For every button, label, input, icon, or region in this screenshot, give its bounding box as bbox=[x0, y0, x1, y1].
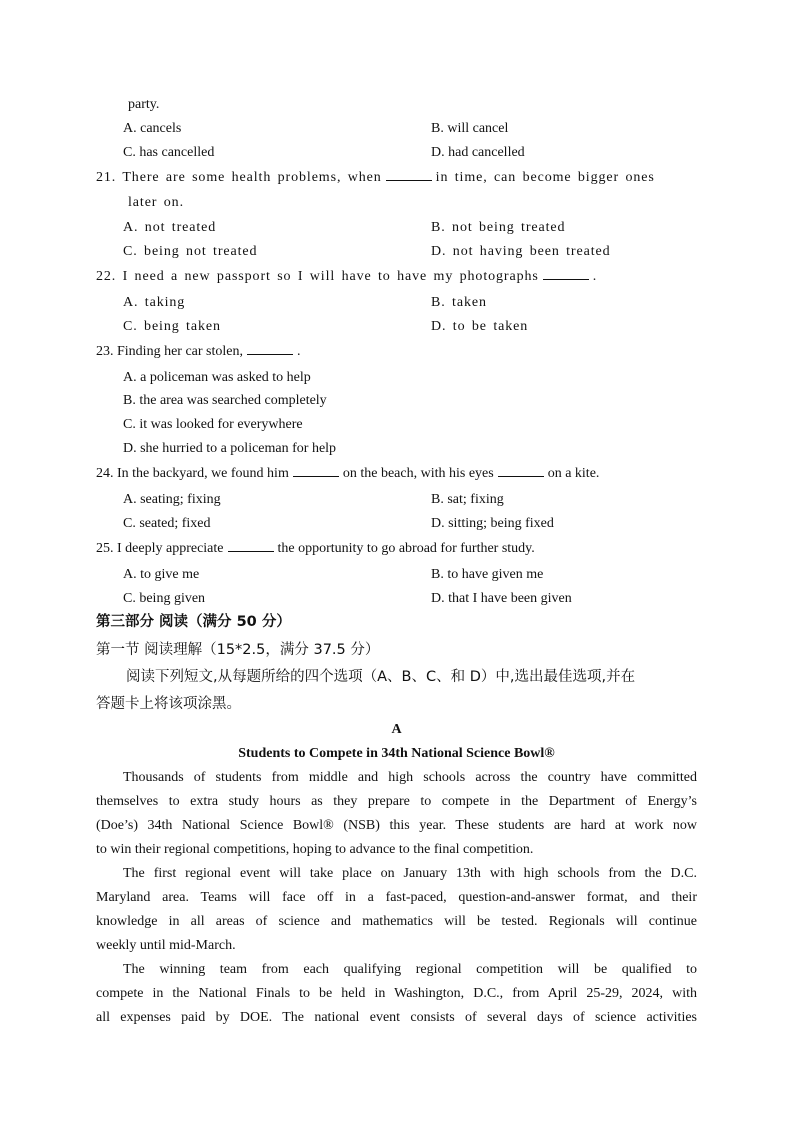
q20-option-a: A. cancels bbox=[123, 121, 182, 136]
q23-option-a: A. a policeman was asked to help bbox=[123, 370, 311, 385]
q24-stem-part-1: 24. In the backyard, we found him bbox=[96, 466, 289, 481]
q22-option-b: B. taken bbox=[431, 295, 487, 310]
q24-stem bbox=[96, 464, 599, 484]
q24-option-a: A. seating; fixing bbox=[123, 492, 221, 507]
q24-option-d: D. sitting; being fixed bbox=[431, 516, 554, 531]
q20-option-d: D. had cancelled bbox=[431, 145, 525, 160]
q25-stem-part-1: 25. I deeply appreciate bbox=[96, 541, 224, 556]
q24-stem-part-3: on a kite. bbox=[547, 466, 600, 481]
passage-p2-line-1: The first regional event will take place on January 13th with high schools from the D.C. bbox=[123, 866, 697, 881]
passage-p3-line-1: The winning team from each qualifying regional competition will be qualified to bbox=[123, 962, 697, 977]
q25-option-a: A. to give me bbox=[123, 567, 200, 582]
q22-option-c: C. being taken bbox=[123, 319, 221, 334]
answer-blank bbox=[247, 342, 293, 355]
q21-option-c: C. being not treated bbox=[123, 244, 258, 259]
passage-p3-line-3: all expenses paid by DOE. The national event consists of several days of science activities bbox=[96, 1010, 697, 1025]
q23-option-c: C. it was looked for everywhere bbox=[123, 417, 303, 432]
passage-letter: A bbox=[391, 722, 402, 737]
q22-option-d: D. to be taken bbox=[431, 319, 529, 334]
passage-p2-line-3: knowledge in all areas of science and mathematics will be tested. Regionals will continue bbox=[96, 914, 697, 929]
section-subtitle: 第一节 阅读理解（15*2.5，满分 37.5 分） bbox=[96, 642, 380, 658]
section-instructions-line-2: 答题卡上将该项涂黑。 bbox=[96, 696, 241, 712]
passage-p1-line-3: (Doe’s) 34th National Science Bowl® (NSB) this year. These students are hard at work now bbox=[96, 818, 697, 833]
q22-option-a: A. taking bbox=[123, 295, 186, 310]
q20-option-b: B. will cancel bbox=[431, 121, 509, 136]
q20-stem-continuation: party. bbox=[128, 97, 160, 112]
q23-option-b: B. the area was searched completely bbox=[123, 393, 327, 408]
q25-option-d: D. that I have been given bbox=[431, 591, 572, 606]
q25-stem-part-2: the opportunity to go abroad for further study. bbox=[277, 541, 535, 556]
passage-p2-line-2: Maryland area. Teams will face off in a fast-paced, question-and-answer format, and their bbox=[96, 890, 697, 905]
passage-p1-line-4: to win their regional competitions, hoping to advance to the final competition. bbox=[96, 842, 534, 857]
q21-stem-part-2: in time, can become bigger ones bbox=[435, 170, 655, 185]
answer-blank bbox=[386, 168, 432, 181]
passage-title: Students to Compete in 34th National Science Bowl® bbox=[238, 746, 555, 761]
q25-stem bbox=[96, 539, 535, 559]
q22-stem bbox=[96, 267, 597, 287]
q21-stem-continuation: later on. bbox=[128, 195, 184, 210]
answer-blank bbox=[293, 464, 339, 477]
answer-blank bbox=[543, 267, 589, 280]
q22-stem-text: 22. I need a new passport so I will have to have my photographs bbox=[96, 269, 539, 284]
passage-p3-line-2: compete in the National Finals to be held in Washington, D.C., from April 25-29, 2024, with bbox=[96, 986, 697, 1001]
q21-option-a: A. not treated bbox=[123, 220, 217, 235]
q21-option-d: D. not having been treated bbox=[431, 244, 611, 259]
passage-p1-line-1: Thousands of students from middle and high schools across the country have committed bbox=[123, 770, 697, 785]
q25-option-b: B. to have given me bbox=[431, 567, 544, 582]
q24-option-c: C. seated; fixed bbox=[123, 516, 211, 531]
answer-blank bbox=[498, 464, 544, 477]
q21-stem bbox=[96, 168, 655, 188]
passage-p2-line-4: weekly until mid-March. bbox=[96, 938, 236, 953]
q23-stem-end: . bbox=[296, 344, 301, 359]
q25-option-c: C. being given bbox=[123, 591, 206, 606]
section-instructions-line-1: 阅读下列短文,从每题所给的四个选项（A、B、C、和 D）中,选出最佳选项,并在 bbox=[126, 669, 636, 685]
q21-stem-part-1: 21. There are some health problems, when bbox=[96, 170, 382, 185]
q24-stem-part-2: on the beach, with his eyes bbox=[342, 466, 494, 481]
q22-stem-end: . bbox=[592, 269, 598, 284]
section-title: 第三部分 阅读（满分 50 分） bbox=[96, 614, 291, 630]
passage-p1-line-2: themselves to extra study hours as they prepare to compete in the Department of Energy’s bbox=[96, 794, 697, 809]
q21-option-b: B. not being treated bbox=[431, 220, 566, 235]
q23-option-d: D. she hurried to a policeman for help bbox=[123, 441, 337, 456]
q23-stem-text: 23. Finding her car stolen, bbox=[96, 344, 243, 359]
q20-option-c: C. has cancelled bbox=[123, 145, 215, 160]
q23-stem bbox=[96, 342, 300, 362]
answer-blank bbox=[228, 539, 274, 552]
q24-option-b: B. sat; fixing bbox=[431, 492, 504, 507]
